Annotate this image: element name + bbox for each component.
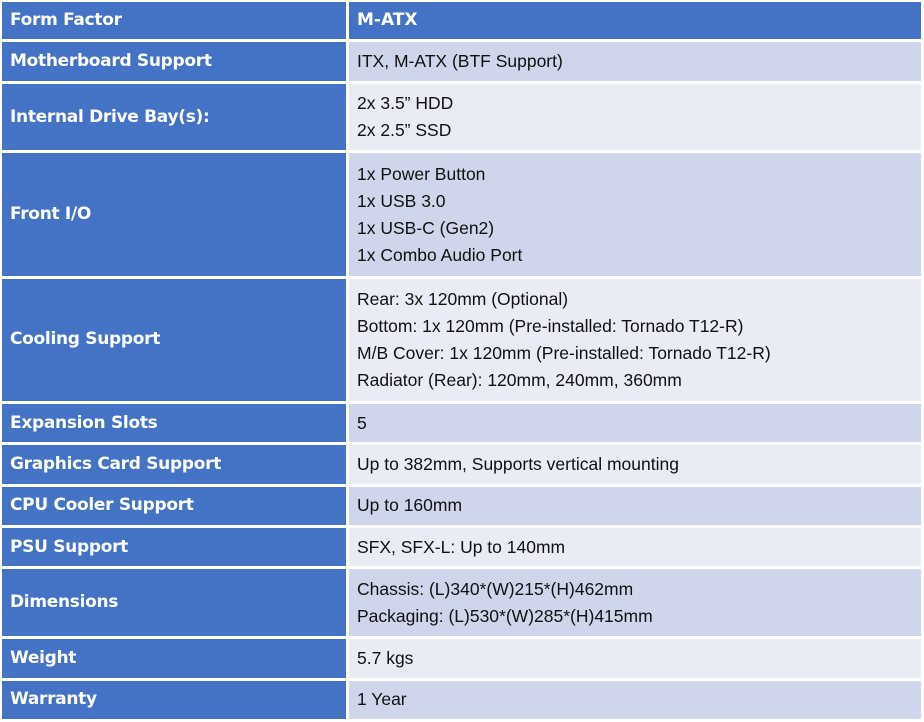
spec-value-line: M/B Cover: 1x 120mm (Pre-installed: Tornado T12-R) xyxy=(357,342,771,363)
spec-value xyxy=(349,528,924,569)
spec-value xyxy=(349,487,924,528)
spec-label: Expansion Slots xyxy=(0,404,349,445)
spec-value-line: Packaging: (L)530*(W)285*(H)415mm xyxy=(357,605,653,626)
table-header-row xyxy=(0,0,924,42)
spec-value xyxy=(349,404,924,445)
spec-row-psu-support xyxy=(0,528,924,569)
spec-row-warranty xyxy=(0,681,924,722)
spec-value xyxy=(349,153,924,278)
spec-value-line: 2x 3.5” HDD xyxy=(357,93,454,114)
spec-label: Internal Drive Bay(s): xyxy=(0,84,349,154)
spec-label: Cooling Support xyxy=(0,279,349,404)
header-label: Form Factor xyxy=(0,0,349,42)
spec-row-front-io xyxy=(0,153,924,278)
spec-label: Warranty xyxy=(0,681,349,722)
spec-value-line: ITX, M-ATX (BTF Support) xyxy=(357,51,563,72)
spec-label: Front I/O xyxy=(0,153,349,278)
spec-value xyxy=(349,639,924,680)
spec-value-line: Bottom: 1x 120mm (Pre-installed: Tornado T12-R) xyxy=(357,315,744,336)
header-value: M-ATX xyxy=(349,0,924,42)
spec-value xyxy=(349,42,924,83)
spec-value xyxy=(349,569,924,639)
spec-label: PSU Support xyxy=(0,528,349,569)
spec-value-line: 1 Year xyxy=(357,689,407,710)
spec-row-cpu-cooler-support xyxy=(0,487,924,528)
spec-value-line: 2x 2.5” SSD xyxy=(357,120,452,141)
spec-row-internal-drive-bays xyxy=(0,84,924,154)
spec-value xyxy=(349,279,924,404)
spec-value-line: 5 xyxy=(357,412,367,433)
spec-value-line: 1x Power Button xyxy=(357,163,486,184)
spec-value-line: Rear: 3x 120mm (Optional) xyxy=(357,288,569,309)
spec-value xyxy=(349,84,924,154)
spec-value xyxy=(349,681,924,722)
spec-value-line: SFX, SFX-L: Up to 140mm xyxy=(357,536,566,557)
spec-row-weight xyxy=(0,639,924,680)
spec-row-cooling-support xyxy=(0,279,924,404)
spec-label: Motherboard Support xyxy=(0,42,349,83)
spec-value-line: 1x Combo Audio Port xyxy=(357,244,523,265)
spec-label: Weight xyxy=(0,639,349,680)
spec-value-line: Chassis: (L)340*(W)215*(H)462mm xyxy=(357,578,634,599)
spec-value-line: 1x USB-C (Gen2) xyxy=(357,217,495,238)
spec-label: Dimensions xyxy=(0,569,349,639)
spec-row-expansion-slots xyxy=(0,404,924,445)
spec-value-line: Up to 160mm xyxy=(357,495,463,516)
spec-value-line: Up to 382mm, Supports vertical mounting xyxy=(357,453,679,474)
spec-row-dimensions xyxy=(0,569,924,639)
spec-value-line: 5.7 kgs xyxy=(357,647,414,668)
spec-value xyxy=(349,445,924,486)
spec-value-line: Radiator (Rear): 120mm, 240mm, 360mm xyxy=(357,369,682,390)
spec-value-line: 1x USB 3.0 xyxy=(357,190,446,211)
spec-label: Graphics Card Support xyxy=(0,445,349,486)
spec-label: CPU Cooler Support xyxy=(0,487,349,528)
spec-row-motherboard-support xyxy=(0,42,924,83)
spec-row-graphics-card-support xyxy=(0,445,924,486)
